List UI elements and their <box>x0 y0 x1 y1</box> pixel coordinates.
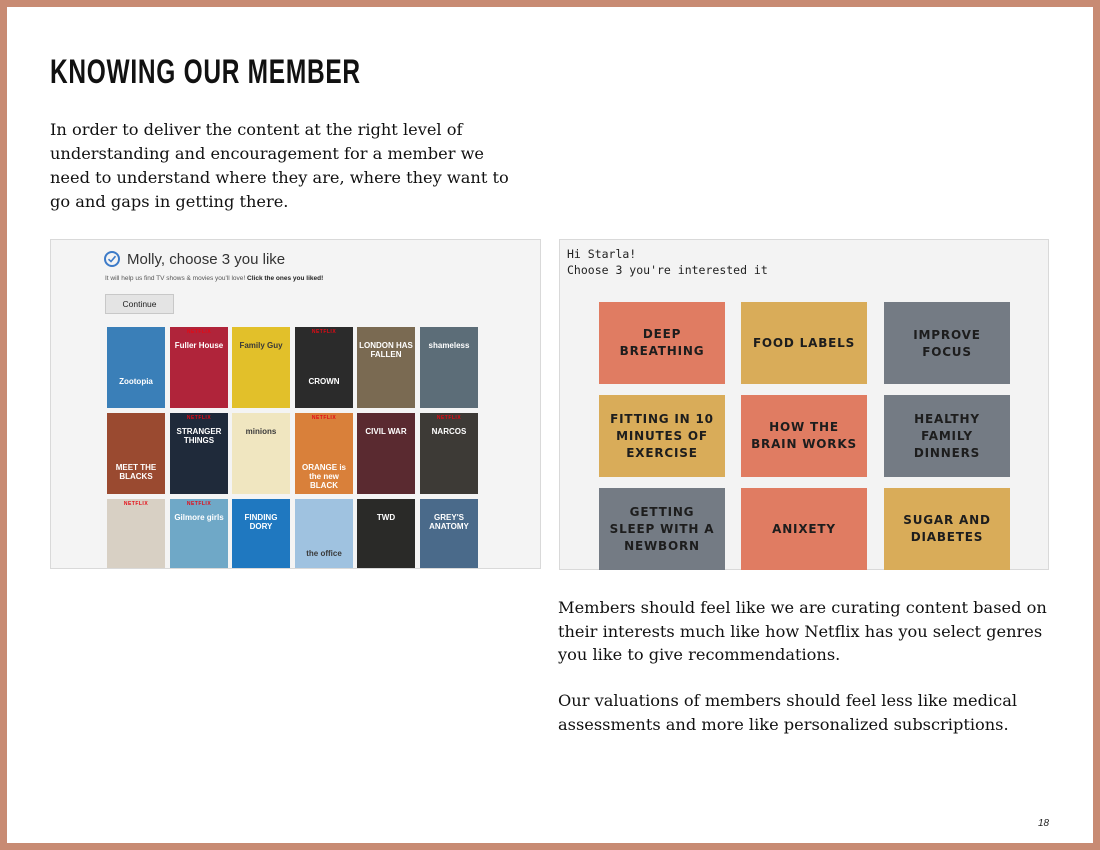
movie-poster[interactable] <box>170 499 228 569</box>
poster-title: shameless <box>428 341 470 350</box>
poster-title: TWD <box>376 513 396 522</box>
movie-poster[interactable] <box>295 413 353 494</box>
poster-title: FINDING DORY <box>244 513 278 531</box>
movie-poster[interactable] <box>420 413 478 494</box>
netflix-badge: NETFLIX <box>311 415 337 421</box>
interest-tile[interactable]: GETTING SLEEP WITH A NEWBORN <box>599 488 725 570</box>
document-page <box>7 7 1093 843</box>
poster-title: minions <box>245 427 277 436</box>
page-number: 18 <box>1038 818 1050 829</box>
picker-greeting: Hi Starla! <box>567 247 637 261</box>
poster-title: LONDON HAS FALLEN <box>359 341 413 359</box>
netflix-subtext-plain: It will help us find TV shows & movies you'll love! <box>105 275 246 282</box>
netflix-badge: NETFLIX <box>186 329 212 335</box>
poster-title: ORANGE is the new BLACK <box>301 463 346 490</box>
interest-tile[interactable]: DEEP BREATHING <box>599 302 725 384</box>
movie-poster[interactable] <box>107 499 165 569</box>
netflix-badge: NETFLIX <box>311 329 337 335</box>
movie-poster[interactable] <box>295 499 353 569</box>
interest-tile[interactable]: SUGAR AND DIABETES <box>884 488 1010 570</box>
netflix-heading: Molly, choose 3 you like <box>127 251 286 268</box>
movie-poster[interactable] <box>170 327 228 408</box>
netflix-badge: NETFLIX <box>436 415 462 421</box>
poster-title: the office <box>306 549 342 558</box>
poster-title: STRANGER THINGS <box>176 427 222 445</box>
interest-tile[interactable]: FOOD LABELS <box>741 302 867 384</box>
intro-paragraph: In order to deliver the content at the right level of understanding and encouragement for a member we need to understand where they are, where they want to go and gaps in getting there. <box>50 120 509 211</box>
interest-tile[interactable]: IMPROVE FOCUS <box>884 302 1010 384</box>
check-circle-icon <box>104 251 120 267</box>
body-paragraph-2: Our valuations of members should feel less like medical assessments and more like personalized subscriptions. <box>558 691 1018 734</box>
movie-poster[interactable] <box>357 327 415 408</box>
page-title: KNOWING OUR MEMBER <box>50 53 361 91</box>
interest-picker <box>559 239 1049 570</box>
movie-poster[interactable] <box>420 327 478 408</box>
netflix-badge: NETFLIX <box>186 501 212 507</box>
poster-title: NARCOS <box>431 427 467 436</box>
movie-poster[interactable] <box>295 327 353 408</box>
picker-instruction: Choose 3 you're interested it <box>567 263 768 277</box>
movie-poster[interactable] <box>170 413 228 494</box>
movie-poster[interactable] <box>357 499 415 569</box>
poster-title: MEET THE BLACKS <box>115 463 157 481</box>
netflix-subtext-bold: Click the ones you liked! <box>247 275 324 282</box>
movie-poster[interactable] <box>107 327 165 408</box>
poster-title: Zootopia <box>119 377 153 386</box>
movie-poster[interactable] <box>420 499 478 569</box>
movie-poster[interactable] <box>232 413 290 494</box>
interest-tile[interactable]: HOW THE BRAIN WORKS <box>741 395 867 477</box>
poster-title: Gilmore girls <box>174 513 224 522</box>
movie-poster[interactable] <box>357 413 415 494</box>
movie-poster[interactable] <box>107 413 165 494</box>
continue-button[interactable]: Continue <box>105 294 174 314</box>
netflix-subtext <box>105 275 323 282</box>
poster-title: Fuller House <box>174 341 224 350</box>
poster-title: CIVIL WAR <box>365 427 407 436</box>
movie-poster[interactable] <box>232 327 290 408</box>
netflix-badge: NETFLIX <box>123 501 149 507</box>
poster-title: GREY'S ANATOMY <box>429 513 469 531</box>
interest-tile[interactable]: ANIXETY <box>741 488 867 570</box>
poster-title: CROWN <box>308 377 340 386</box>
interest-tile[interactable]: HEALTHY FAMILY DINNERS <box>884 395 1010 477</box>
poster-title: Family Guy <box>239 341 283 350</box>
interest-tile[interactable]: FITTING IN 10 MINUTES OF EXERCISE <box>599 395 725 477</box>
netflix-screenshot <box>50 239 541 569</box>
body-paragraph-1: Members should feel like we are curating content based on their interests much like how Netflix has you select genres you like to give recommendations. <box>558 598 1047 664</box>
movie-poster[interactable] <box>232 499 290 569</box>
netflix-badge: NETFLIX <box>186 415 212 421</box>
